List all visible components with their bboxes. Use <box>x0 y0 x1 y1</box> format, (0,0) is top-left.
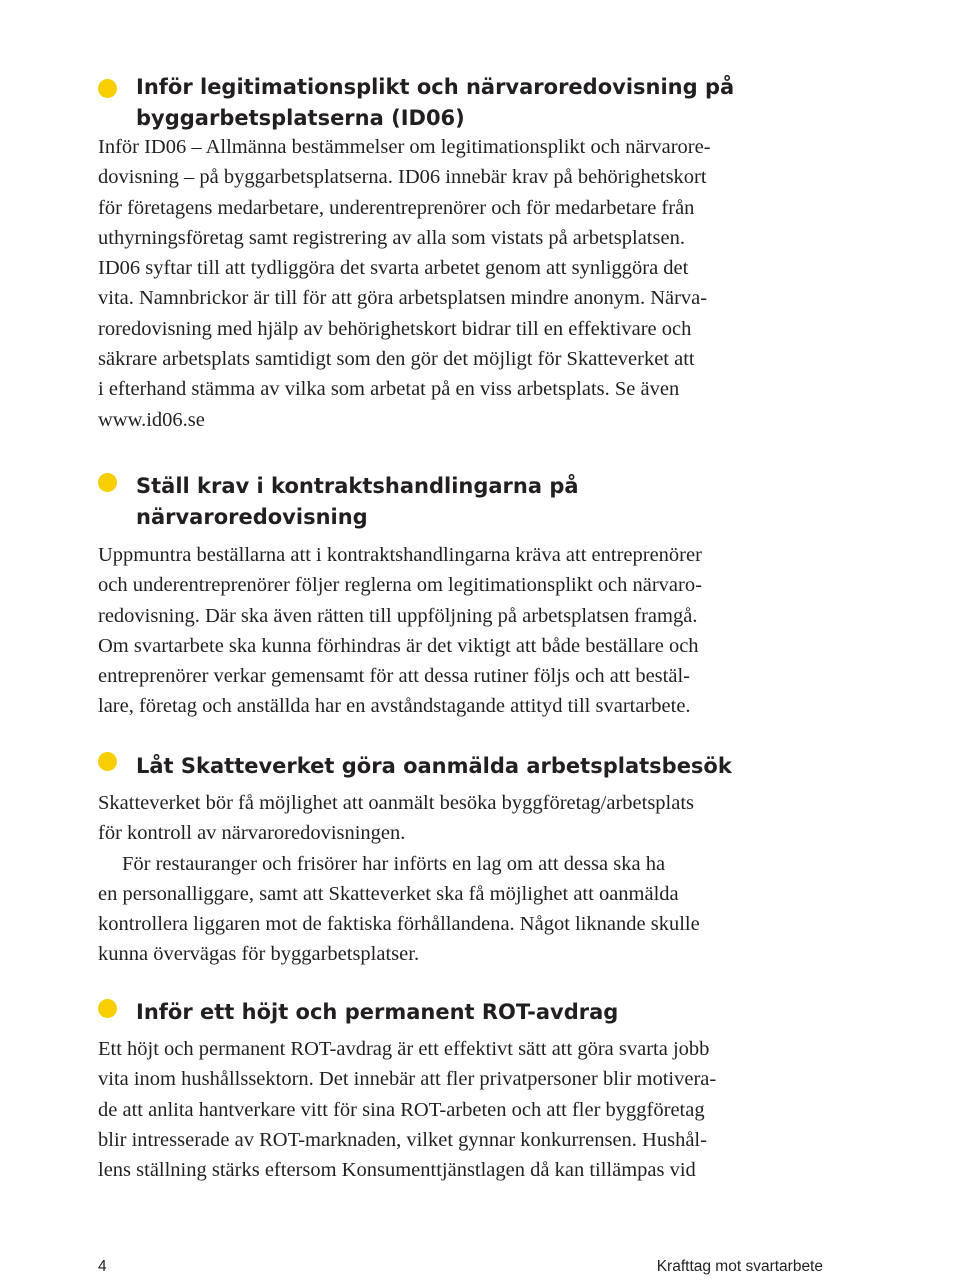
bullet-icon <box>98 79 117 98</box>
section-heading: Ställ krav i kontraktshandlingarna på närvaroredovisning <box>98 471 838 533</box>
section-id06 <box>98 72 838 435</box>
section-heading: Inför legitimationsplikt och närvaroredovisning på byggarbetsplatserna (ID06) <box>98 72 838 134</box>
bullet-icon <box>98 752 117 771</box>
section-body: Uppmuntra beställarna att i kontraktshandlingarna kräva att entreprenörer och underentreprenörer följer reglerna om legitimationsplikt och närvaro- redovisning. Där ska även rätten till uppföljning på arbetsplatsen framgå. Om svartarbete ska kunna förhindras är det viktigt att både beställare och entreprenörer verkar gemensamt för att dessa rutiner följs och att bestäl- lare, företag och anställda har en avståndstagande attityd till svartarbete. <box>98 544 702 718</box>
section-contracts <box>98 471 838 722</box>
bullet-icon <box>98 473 117 492</box>
bullet-icon <box>98 999 117 1018</box>
section-body: Ett höjt och permanent ROT-avdrag är ett effektivt sätt att göra svarta jobb vita inom hushållssektorn. Det innebär att fler privatpersoner blir motivera- de att anlita hantverkare vitt för sina ROT-arbeten och att fler byggföretag blir intresserade av ROT-marknaden, vilket gynnar konkurrensen. Hushål- lens ställning stärks eftersom Konsumenttjänstlagen då kan tillämpas vid <box>98 1038 717 1182</box>
section-heading: Låt Skatteverket göra oanmälda arbetsplatsbesök <box>98 751 838 782</box>
footer-title: Krafttag mot svartarbete <box>656 1258 823 1275</box>
section-unannounced-visits <box>98 751 838 970</box>
section-heading: Inför ett höjt och permanent ROT-avdrag <box>98 997 838 1028</box>
section-body: Skatteverket bör få möjlighet att oanmält besöka byggföretag/arbetsplats för kontroll av närvaroredovisningen. För restauranger och frisörer har införts en lag om att dessa ska ha en personalliggare, samt att Skatteverket ska få möjlighet att oanmälda kontrollera liggaren mot de faktiska förhållandena. Något liknande skulle kunna övervägas för byggarbetsplatser. <box>98 792 700 966</box>
page-number: 4 <box>98 1258 107 1275</box>
website-link[interactable]: www.id06.se <box>98 408 205 431</box>
section-body: Inför ID06 – Allmänna bestämmelser om legitimationsplikt och närvarore- dovisning – på byggarbetsplatserna. ID06 innebär krav på behörighetskort för företagens medarbetare, underentreprenörer och för medarbetare från uthyrningsföretag samt registrering av alla som vistats på arbetsplatsen. ID06 syftar till att tydliggöra det svarta arbetet genom att synliggöra det vita. Namnbrickor är till för att göra arbetsplatsen mindre anonym. Närva- roredovisning med hjälp av behörighetskort bidrar till en effektivare och säkrare arbetsplats samtidigt som den gör det möjligt för Skatteverket att i efterhand stämma av vilka som arbetat på en viss arbetsplats. Se även www.id06.se <box>98 132 838 435</box>
section-rot-deduction <box>98 997 838 1185</box>
